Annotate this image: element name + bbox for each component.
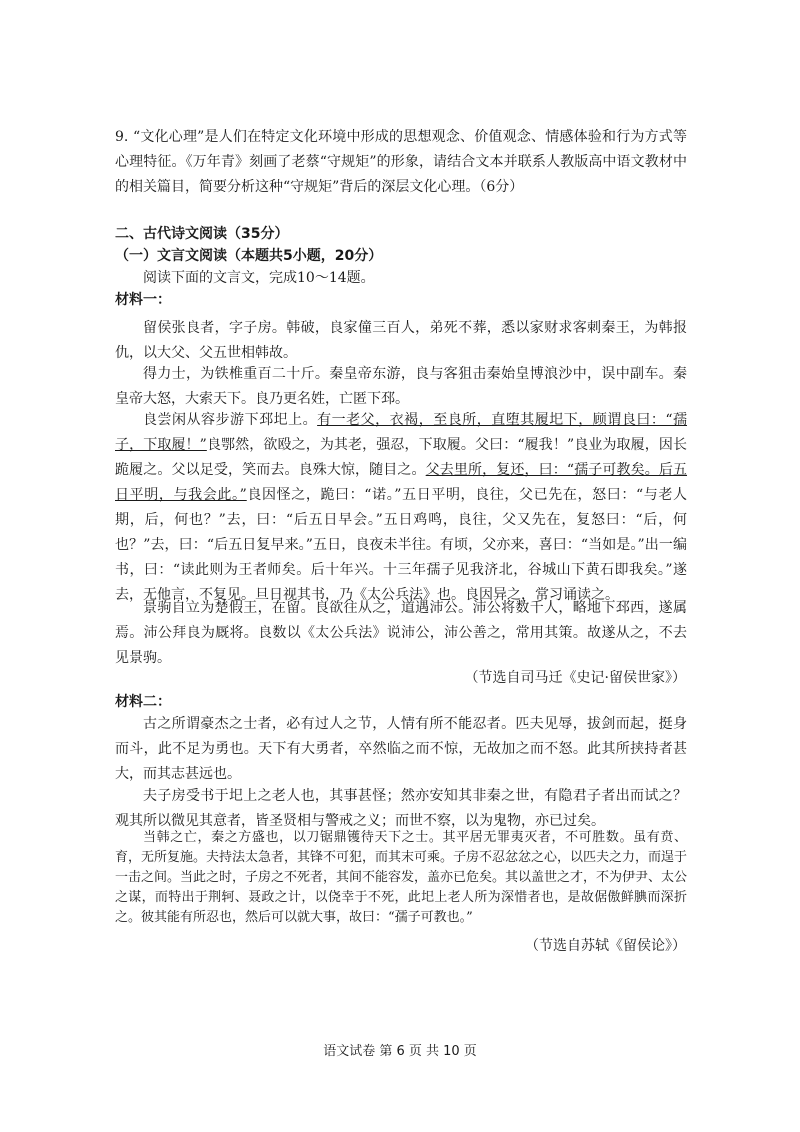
underlined-sentence-2: 父去里所，复还，曰：“孺子可教矣。后五日平明，与我会此。”: [115, 462, 688, 503]
material1-paragraph-2: 得力士，为铁椎重百二十斤。秦皇帝东游，良与客狙击秦始皇博浪沙中，误中副车。秦皇帝大怒，大索天下。良乃更名姓，亡匿下邳。: [115, 366, 687, 407]
material1-paragraph-3: [115, 408, 687, 608]
material2-paragraph-3: 当韩之亡，秦之方盛也，以刀锯鼎镬待天下之士。其平居无罪夷灭者，不可胜数。虽有贲、育，无所复施。夫持法太急者，其锋不可犯，而其末可乘。子房不忍忿忿之心，以匹夫之力，而逞于一击之间。当此之时，子房之不死者，其间不能容发，盖亦已危矣。其以盖世之才，不为伊尹、太公之谋，而特出于荆轲、聂政之计，以侥幸于不死，此圯上老人所为深惜者也，是故倨傲鲜腆而深折之。彼其能有所忍也，然后可以就大事，故曰：“孺子可教也。”: [115, 830, 688, 925]
material2-source: （节选自苏轼《留侯论》）: [525, 938, 686, 954]
page-footer: 语文试卷 第 6 页 共 10 页: [323, 1044, 477, 1059]
material1-label: 材料一：: [115, 292, 171, 308]
material1-source: （节选自司马迁《史记·留侯世家》）: [464, 670, 686, 686]
material1-p3-text-3: 良因怪之，跪曰：“诺。”五日平明，良往，父已先在，怒曰：“与老人期，后，何也？”去，曰：“后五日早会。”五日鸡鸣，良往，父又先在，复怒曰：“后，何也？”去，曰：“后五日复早来。”五日，良夜未半往。有顷，父亦来，喜曰：“当如是。”出一编书，曰：“读此则为王者师矣。后十年兴。十三年孺子见我济北，谷城山下黄石即我矣。”遂去，无他言，不复见。旦日视其书，乃《太公兵法》也。良因异之，常习诵读之。: [115, 487, 687, 603]
material2-label: 材料二：: [115, 694, 171, 710]
material1-p3-text-2: 良鄂然，欲殴之，为其老，强忍，下取履。父曰：“履我！”良业为取履，因长跪履之。父以足受，笑而去。良殊大惊，随目之。: [115, 437, 687, 478]
material2-paragraph-1: 古之所谓豪杰之士者，必有过人之节，人情有所不能忍者。匹夫见辱，拔剑而起，挺身而斗，此不足为勇也。天下有大勇者，卒然临之而不惊，无故加之而不怒。此其所挟持者甚大，而其志甚远也。: [115, 716, 687, 782]
underlined-sentence-1: 有一老父，衣褐，至良所，直堕其履圯下，顾谓良曰：“孺子，下取履！”: [115, 412, 688, 453]
material2-paragraph-2: 夫子房受书于圯上之老人也，其事甚怪；然亦安知其非秦之世，有隐君子者出而试之？观其所以微见其意者，皆圣贤相与警戒之义；而世不察，以为鬼物，亦已过矣。: [115, 788, 687, 829]
section-title: 二、古代诗文阅读（35分）: [115, 226, 289, 242]
material1-p3-text-1: 良尝闲从容步游下邳圯上。: [143, 412, 318, 428]
material1-paragraph-4: 景驹自立为楚假王，在留。良欲往从之，道遇沛公。沛公将数千人，略地下邳西，遂属焉。沛公拜良为厩将。良数以《太公兵法》说沛公，沛公善之，常用其策。故遂从之，不去见景驹。: [115, 600, 687, 666]
material1-paragraph-1: 留侯张良者，字子房。韩破，良家僮三百人，弟死不葬，悉以家财求客刺秦王，为韩报仇，以大父、父五世相韩故。: [115, 320, 687, 361]
question-9: 9. “文化心理”是人们在特定文化环境中形成的思想观念、价值观念、情感体验和行为方式等心理特征。《万年青》刻画了老蔡“守规矩”的形象，请结合文本并联系人教版高中语文教材中的相关篇目，简要分析这种“守规矩”背后的深层文化心理。（6分）: [115, 129, 687, 195]
subsection-title: （一）文言文阅读（本题共5小题，20分）: [115, 248, 383, 264]
instruction: 阅读下面的文言文，完成10～14题。: [143, 270, 375, 286]
